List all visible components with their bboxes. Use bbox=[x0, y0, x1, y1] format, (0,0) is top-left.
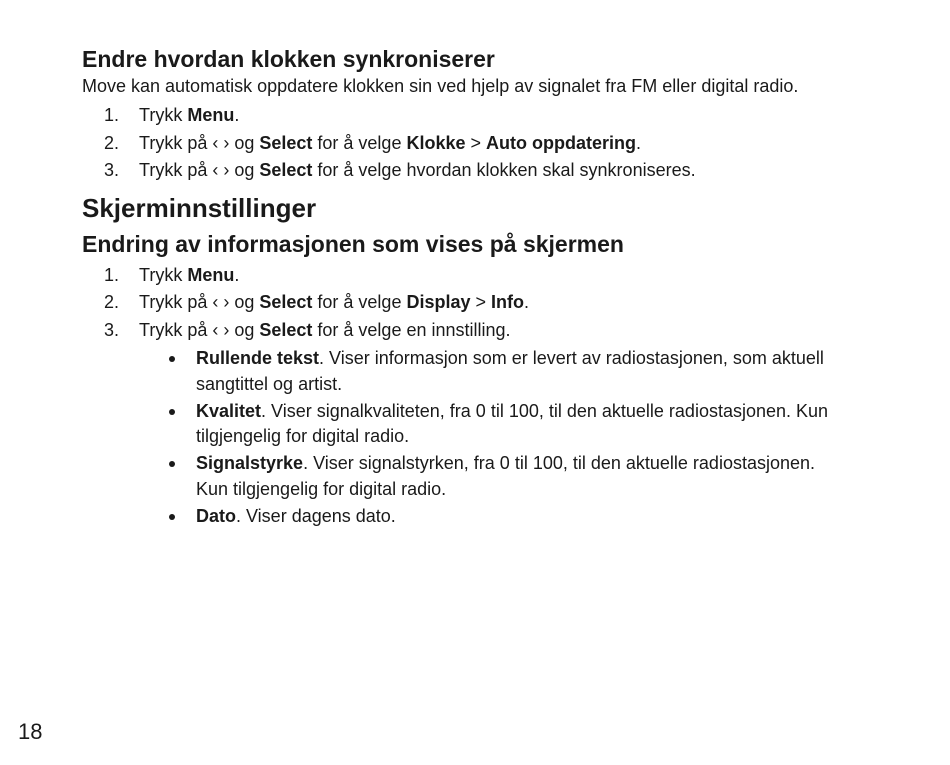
step-text: Trykk bbox=[139, 264, 188, 285]
bullet-text: . Viser signalstyrken, fra 0 til 100, til den aktuelle radiostasjonen. Kun tilgjengelig for digital radio. bbox=[196, 453, 816, 499]
bullet-dot-icon bbox=[169, 461, 175, 467]
display-options-list bbox=[82, 346, 872, 529]
step-text: > bbox=[465, 132, 487, 153]
bullet-item bbox=[82, 399, 872, 450]
step-text: for å velge hvordan klokken skal synkroniseres. bbox=[312, 160, 696, 180]
step-keyword: Klokke bbox=[406, 132, 466, 153]
page-number: 18 bbox=[18, 719, 43, 744]
step-text: . bbox=[234, 105, 240, 125]
clock-sync-steps bbox=[82, 102, 872, 185]
bullet-term: Signalstyrke bbox=[196, 453, 304, 473]
bullet-term: Dato bbox=[196, 505, 236, 526]
bullet-term: Rullende tekst bbox=[196, 348, 320, 368]
step-keyword: Select bbox=[259, 292, 313, 312]
step-item bbox=[82, 130, 872, 158]
bullet-item bbox=[82, 346, 872, 397]
bullet-item bbox=[82, 504, 872, 530]
step-keyword: Display bbox=[406, 292, 471, 312]
step-number: 1. bbox=[104, 105, 120, 125]
bullet-dot-icon bbox=[169, 356, 175, 362]
bullet-text: . Viser informasjon som er levert av radiostasjonen, som aktuell sangtittel og artist. bbox=[196, 348, 824, 394]
step-number: 3. bbox=[104, 319, 120, 340]
bullet-dot-icon bbox=[169, 409, 175, 415]
display-info-steps bbox=[82, 262, 872, 345]
step-keyword: Menu bbox=[187, 105, 235, 125]
step-number: 2. bbox=[104, 292, 120, 312]
step-number: 1. bbox=[104, 264, 120, 285]
bullet-text: . Viser dagens dato. bbox=[236, 505, 396, 526]
step-item bbox=[82, 102, 872, 130]
bullet-term: Kvalitet bbox=[196, 400, 262, 421]
step-keyword: Auto oppdatering bbox=[486, 132, 636, 153]
step-item bbox=[82, 289, 872, 317]
step-text: Trykk på ‹ › og bbox=[139, 292, 260, 312]
step-keyword: Info bbox=[491, 292, 525, 312]
step-text: . bbox=[234, 264, 240, 285]
bullet-text: . Viser signalkvaliteten, fra 0 til 100, til den aktuelle radiostasjonen. Kun tilgjengelig for digital radio. bbox=[196, 400, 829, 446]
step-item bbox=[82, 317, 872, 345]
step-text: Trykk på ‹ › og bbox=[139, 319, 260, 340]
step-keyword: Select bbox=[259, 319, 313, 340]
bullet-item bbox=[82, 451, 872, 502]
section-heading-display-settings: Skjerminnstillinger bbox=[82, 192, 317, 223]
bullet-dot-icon bbox=[169, 514, 175, 520]
step-item bbox=[82, 262, 872, 290]
step-text: Trykk på ‹ › og bbox=[139, 132, 260, 153]
step-text: . bbox=[524, 292, 530, 312]
step-text: > bbox=[470, 292, 492, 312]
subsection-heading-display-info: Endring av informasjonen som vises på skjermen bbox=[82, 230, 624, 257]
step-text: Trykk bbox=[139, 105, 188, 125]
step-text: . bbox=[636, 132, 642, 153]
section-heading-clock-sync: Endre hvordan klokken synkroniserer bbox=[82, 46, 495, 72]
step-text: for å velge en innstilling. bbox=[312, 319, 511, 340]
document-page bbox=[82, 44, 872, 531]
step-text: Trykk på ‹ › og bbox=[139, 160, 260, 180]
step-keyword: Select bbox=[259, 132, 313, 153]
section-intro: Move kan automatisk oppdatere klokken sin ved hjelp av signalet fra FM eller digital radio. bbox=[82, 76, 799, 96]
step-item bbox=[82, 157, 872, 185]
step-text: for å velge bbox=[312, 292, 407, 312]
step-number: 2. bbox=[104, 132, 120, 153]
step-keyword: Select bbox=[259, 160, 313, 180]
step-text: for å velge bbox=[312, 132, 407, 153]
step-number: 3. bbox=[104, 160, 120, 180]
step-keyword: Menu bbox=[187, 264, 235, 285]
